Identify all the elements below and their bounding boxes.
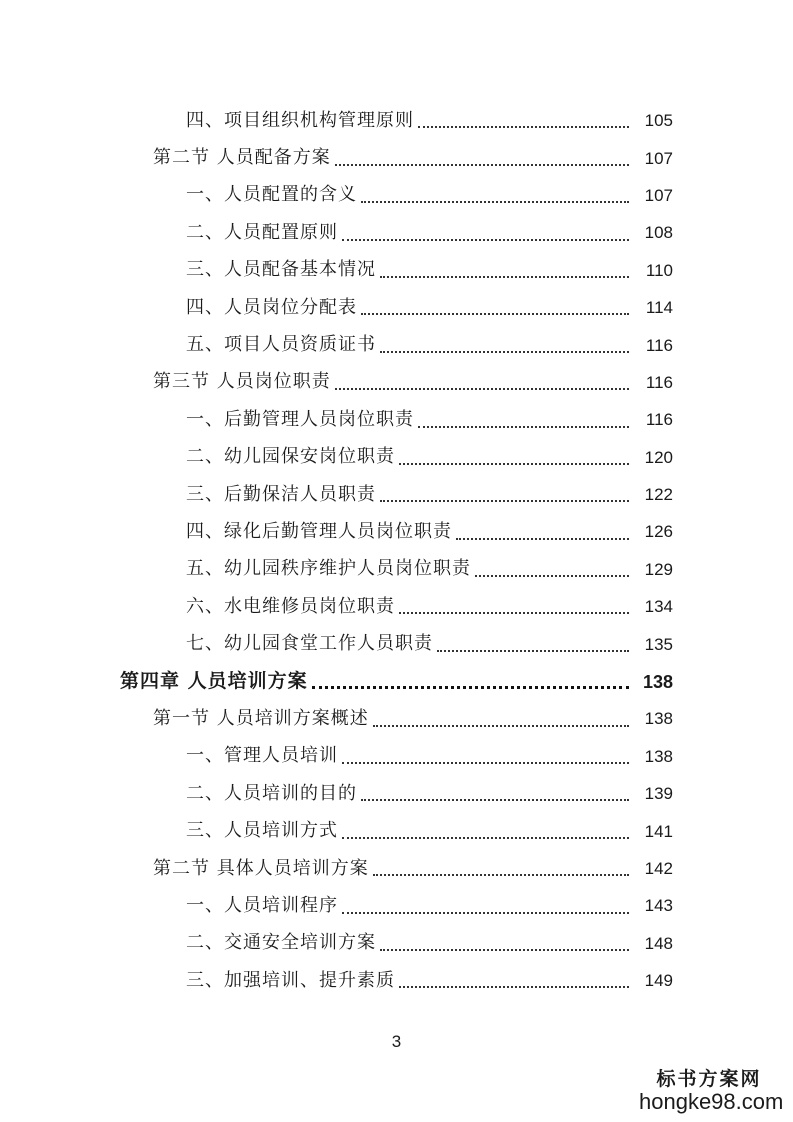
toc-dot-leader [373,873,629,876]
toc-entry-title: 二、人员培训的目的 [186,782,357,804]
toc-entry-title: 一、管理人员培训 [186,745,338,767]
toc-dot-leader [342,911,629,914]
toc-entry[interactable] [0,102,793,139]
toc-entry-page: 107 [644,185,673,205]
toc-dot-leader [361,200,629,203]
toc-entry[interactable] [0,177,793,214]
toc-entry-title: 四、项目组织机构管理原则 [186,109,414,131]
toc-entry[interactable] [0,962,793,999]
toc-entry-title: 六、水电维修员岗位职责 [186,595,395,617]
toc-entry[interactable] [0,551,793,588]
toc-dot-leader [380,350,629,353]
toc-entry[interactable] [0,364,793,401]
toc-entry[interactable] [0,139,793,176]
toc-dot-leader [437,649,629,652]
toc-dot-leader [418,125,629,128]
toc-entry[interactable] [0,289,793,326]
toc-entry-title: 第三节 人员岗位职责 [153,371,331,393]
toc-entry-page: 122 [644,485,673,505]
toc-dot-leader [342,836,629,839]
toc-entry[interactable] [0,812,793,849]
toc-entry-page: 107 [644,148,673,168]
toc-entry-title: 三、加强培训、提升素质 [186,969,395,991]
toc-entry-page: 141 [644,821,673,841]
toc-entry[interactable] [0,850,793,887]
toc-entry-page: 108 [644,223,673,243]
toc-entry-title: 四、人员岗位分配表 [186,296,357,318]
toc-entry-title: 二、幼儿园保安岗位职责 [186,446,395,468]
toc-entry-page: 110 [645,260,673,280]
toc-entry-page: 116 [645,372,673,392]
toc-entry[interactable] [0,214,793,251]
toc-entry-page: 116 [645,410,673,430]
toc-entry-title: 一、后勤管理人员岗位职责 [186,408,414,430]
toc-entry-page: 142 [644,859,673,878]
toc-entry[interactable] [0,700,793,737]
toc-entry[interactable] [0,252,793,289]
toc-entry[interactable] [0,887,793,924]
toc-dot-leader [399,462,629,465]
watermark-logo [639,1067,784,1114]
toc-entry-page: 138 [644,746,673,766]
toc-entry[interactable] [0,625,793,662]
toc-entry-title: 第一节 人员培训方案概述 [153,707,369,729]
toc-entry[interactable] [0,439,793,476]
toc-entry-title: 第四章 人员培训方案 [120,670,308,693]
toc-entry-title: 五、幼儿园秩序维护人员岗位职责 [186,558,471,580]
toc-dot-leader [418,425,629,428]
toc-dot-leader [335,387,629,390]
toc-entry-page: 135 [644,634,673,654]
toc-entry-page: 129 [644,559,673,579]
toc-entry-title: 一、人员配置的含义 [186,184,357,206]
page-number: 3 [391,1032,402,1051]
toc-dot-leader [399,611,629,614]
watermark-chinese: 标书方案网 [656,1067,762,1090]
toc-dot-leader [399,985,629,988]
toc-dot-leader [380,499,629,502]
toc-entry-page: 138 [644,709,673,729]
toc-entry[interactable] [0,476,793,513]
toc-entry[interactable] [0,513,793,550]
toc-entry-page: 143 [644,896,673,916]
toc-entry-title: 二、人员配置原则 [186,221,338,243]
toc-entry[interactable] [0,738,793,775]
toc-entry-page: 148 [644,933,673,953]
toc-entry[interactable] [0,663,793,700]
toc-entry-page: 105 [644,111,673,131]
toc-entry-title: 第二节 具体人员培训方案 [153,857,369,879]
toc-entry-page: 139 [644,784,673,804]
toc-entry[interactable] [0,775,793,812]
toc-entry-page: 149 [644,971,673,991]
toc-dot-leader [342,238,629,241]
table-of-contents [0,102,793,999]
toc-dot-leader [380,948,629,951]
watermark-url: hongke98.com [639,1088,784,1114]
toc-entry-page: 138 [642,671,673,692]
toc-entry-title: 三、后勤保洁人员职责 [186,483,376,505]
toc-entry-title: 三、人员培训方式 [186,820,338,842]
toc-entry[interactable] [0,326,793,363]
toc-dot-leader [361,312,629,315]
toc-entry-title: 三、人员配备基本情况 [186,259,376,281]
toc-entry-page: 126 [644,522,673,542]
toc-entry-title: 一、人员培训程序 [186,894,338,916]
toc-entry-page: 134 [644,597,673,617]
toc-dot-leader [342,761,629,764]
toc-dot-leader [312,685,629,689]
toc-dot-leader [361,798,629,801]
toc-entry[interactable] [0,401,793,438]
toc-entry-title: 四、绿化后勤管理人员岗位职责 [186,520,452,542]
toc-entry-title: 七、幼儿园食堂工作人员职责 [186,633,433,655]
toc-entry-title: 第二节 人员配备方案 [153,147,331,169]
toc-entry-title: 五、项目人员资质证书 [186,334,376,356]
toc-entry[interactable] [0,925,793,962]
toc-dot-leader [380,275,629,278]
toc-dot-leader [456,537,629,540]
toc-dot-leader [335,163,629,166]
toc-dot-leader [373,724,629,727]
toc-entry-title: 二、交通安全培训方案 [186,932,376,954]
toc-entry-page: 114 [645,298,673,318]
toc-entry-page: 120 [644,447,673,467]
toc-entry-page: 116 [645,335,673,355]
toc-dot-leader [475,574,629,577]
toc-entry[interactable] [0,588,793,625]
